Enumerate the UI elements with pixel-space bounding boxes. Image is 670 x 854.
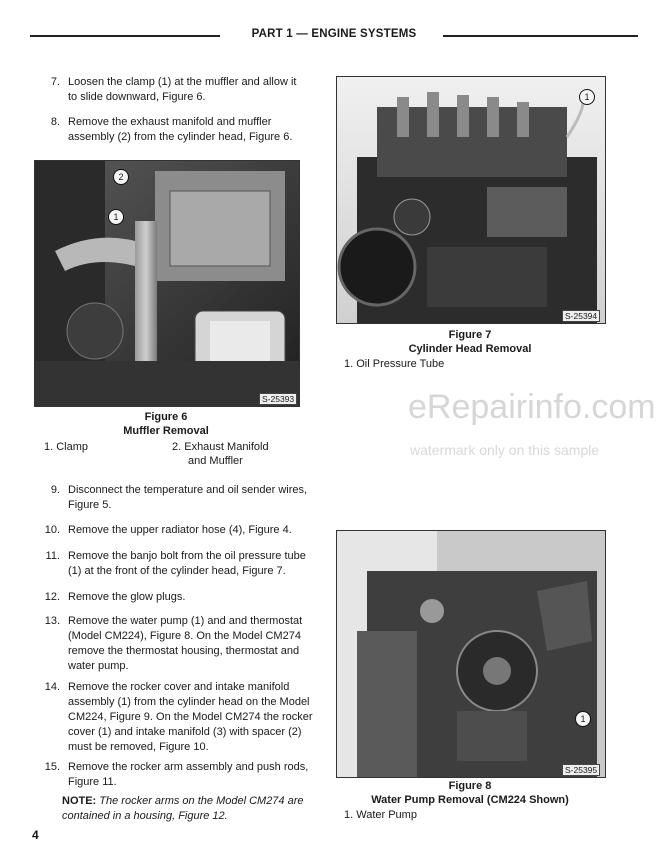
callout-1: 1 — [108, 209, 124, 225]
section-header — [30, 28, 638, 42]
figure6-item: 2. Exhaust Manifold — [172, 441, 269, 453]
step-line: CM224, Figure 9. On the Model CM274 the rocker — [68, 711, 313, 723]
figure7-title: Cylinder Head Removal — [408, 343, 532, 355]
photo-serial: S-25393 — [259, 393, 297, 405]
figure7-item: 1. Oil Pressure Tube — [344, 358, 445, 370]
step-line: Figure 5. — [68, 499, 112, 511]
step-line: cover (1) and intake manifold (3) with spacer (2) — [68, 726, 302, 738]
step-number: 10. — [44, 524, 60, 536]
step-number: 9. — [50, 484, 60, 496]
watermark-main: eRepairinfo.com — [408, 388, 656, 426]
photo-serial: S-25395 — [562, 764, 600, 776]
step-line: Remove the water pump (1) and and thermostat — [68, 615, 303, 627]
callout-1: 1 — [579, 89, 595, 105]
photo-serial: S-25394 — [562, 310, 600, 322]
step-line: Remove the rocker cover and intake manifold — [68, 681, 290, 693]
figure6-number: Figure 6 — [144, 411, 188, 423]
figure8-photo — [336, 530, 606, 778]
step-line: (1) at the front of the cylinder head, Figure 7. — [68, 565, 286, 577]
figure8-item: 1. Water Pump — [344, 809, 417, 821]
figure8-title: Water Pump Removal (CM224 Shown) — [371, 794, 569, 806]
step-number: 11. — [45, 550, 60, 562]
step-line: Remove the banjo bolt from the oil pressure tube — [68, 550, 306, 562]
step-line: remove the thermostat housing, thermostat and — [68, 645, 300, 657]
page-number: 4 — [32, 828, 39, 842]
step-line: Remove the exhaust manifold and muffler — [68, 116, 272, 128]
figure6-item: 1. Clamp — [44, 441, 89, 453]
figure7-number: Figure 7 — [448, 329, 492, 341]
figure6-title: Muffler Removal — [123, 425, 209, 437]
step-line: must be removed, Figure 10. — [68, 741, 209, 753]
note-line: contained in a housing, Figure 12. — [62, 810, 228, 822]
step-number: 12. — [44, 591, 60, 603]
step-number: 14. — [44, 681, 60, 693]
callout-2: 2 — [113, 169, 129, 185]
step-line: Loosen the clamp (1) at the muffler and allow it — [68, 76, 297, 88]
step-line: water pump. — [68, 660, 129, 672]
watermark-sub: watermark only on this sample — [410, 442, 600, 458]
figure8-number: Figure 8 — [448, 780, 492, 792]
step-line: assembly (1) from the cylinder head on the Model — [68, 696, 310, 708]
step-number: 7. — [50, 76, 60, 88]
note-label: NOTE: — [62, 795, 97, 807]
note — [62, 794, 332, 824]
step-line: Remove the upper radiator hose (4), Figure 4. — [68, 524, 292, 536]
step-line: assembly (2) from the cylinder head, Figure 6. — [68, 131, 293, 143]
note-line: The rocker arms on the Model CM274 are — [99, 795, 304, 807]
header-title: PART 1 — ENGINE SYSTEMS — [248, 28, 421, 40]
step-line: (Model CM224), Figure 8. On the Model CM274 — [68, 630, 301, 642]
callout-1: 1 — [575, 711, 591, 727]
figure6-photo — [34, 160, 300, 407]
step-line: to slide downward, Figure 6. — [68, 91, 206, 103]
step-line: Remove the glow plugs. — [68, 591, 186, 603]
step-line: Remove the rocker arm assembly and push rods, — [68, 761, 309, 773]
step-number: 13. — [44, 615, 60, 627]
step-line: Figure 11. — [68, 776, 117, 788]
step-number: 15. — [44, 761, 60, 773]
step-number: 8. — [50, 116, 60, 128]
figure6-item: and Muffler — [188, 455, 243, 467]
figure7-photo — [336, 76, 606, 324]
step-line: Disconnect the temperature and oil sender wires, — [68, 484, 308, 496]
